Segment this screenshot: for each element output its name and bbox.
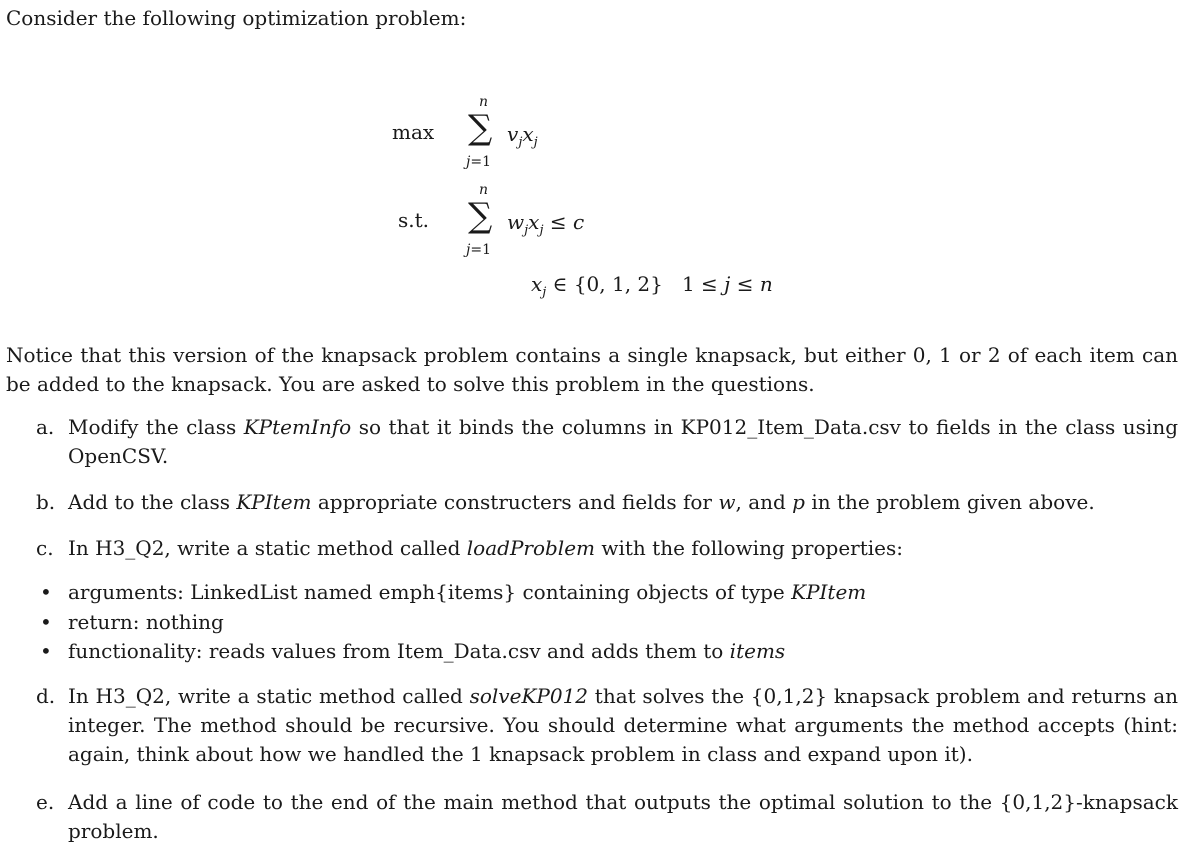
sigma-icon: ∑ [468,108,493,148]
question-text: Add a line of code to the end of the main method that outputs the optimal solution to the {0,1,2}-knapsack problem. [68,790,1178,843]
question-text: Add to the class KPItem appropriate constructers and fields for w, and p in the problem given above. [68,490,1095,514]
sum2-lower: j=1 [466,242,491,258]
intro-text: Consider the following optimization problem: [6,6,467,30]
constraint-terms: $w_jx_j \le c$ [507,210,585,238]
domain-constraint: $x_j$ ∈ {0, 1, 2} 1 ≤ j ≤ n [531,272,773,300]
bullet-icon: • [40,639,52,663]
objective-terms: $v_jx_j$ [507,122,538,150]
question-text: In H3_Q2, write a static method called loadProblem with the following properties: [68,536,903,560]
question-label: d. [36,684,56,708]
sum1-upper: n [479,94,489,110]
question-label: c. [36,536,54,560]
question-text: In H3_Q2, write a static method called solveKP012 that solves the {0,1,2} knapsack problem and returns an integer. The method should be recursive. You should determine what arguments the method accepts (hint: again, think about how we handled the 1 knapsack problem in class and expand upon it). [68,684,1179,766]
bullet-icon: • [40,580,52,604]
sum1-lower: j=1 [466,154,491,170]
max-label: max [392,120,435,144]
st-label: s.t. [398,208,430,232]
question-label: a. [36,415,55,439]
sigma-icon: ∑ [468,196,493,236]
question-label: e. [36,790,55,814]
question-label: b. [36,490,56,514]
question-text: Modify the class KPtemInfo so that it binds the columns in KP012_Item_Data.csv to fields in the class using OpenCSV. [68,415,1178,468]
notice-paragraph: Notice that this version of the knapsack problem contains a single knapsack, but either 0, 1 or 2 of each item can be added to the knapsack. You are asked to solve this problem in the questions. [6,343,1178,396]
bullet-icon: • [40,610,52,634]
sum2-upper: n [479,182,489,198]
